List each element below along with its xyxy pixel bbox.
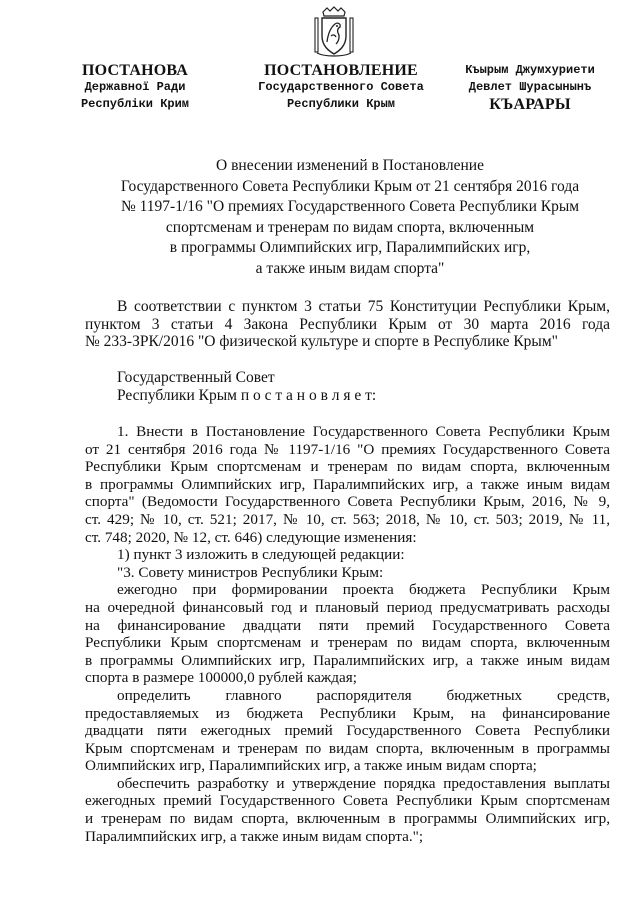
basis-line: В соответствии с пунктом 3 статьи 75 Конституции Республики Крым, [117, 298, 610, 315]
body-line: Крым спортсменам и тренерам по видам спорта, включенным в программы [85, 739, 610, 757]
title-line: а также иным видам спорта" [255, 259, 445, 277]
body-line: на финансирование двадцати пяти премий Государственного Совета [85, 616, 610, 634]
title-line: Государственного Совета Республики Крым от 21 сентября 2016 года [120, 177, 580, 195]
title-line: спортсменам и тренерам по видам спорта, включенным [165, 218, 535, 236]
basis-paragraph [85, 298, 610, 351]
header-center-line: Республики Крым [286, 97, 396, 111]
title-line: О внесении изменений в Постановление [216, 157, 484, 174]
body-line: Олимпийских игр, Паралимпийских игр, а также иным видам спорта; [85, 757, 537, 775]
header-center-title: ПОСТАНОВЛЕНИЕ [264, 62, 418, 79]
body-line: Республики Крым спортсменам и тренерам по видам спорта, включенным [85, 634, 610, 652]
body-line: Республики Крым спортсменам и тренерам по видам спорта, включенным [85, 458, 610, 476]
header-left-line: Державної Ради [84, 80, 186, 94]
resolution-body [85, 423, 610, 845]
header-center-line: Государственного Совета [258, 80, 424, 94]
body-line: "3. Совету министров Республики Крым: [117, 563, 384, 581]
body-line: 1) пункт 3 изложить в следующей редакции: [117, 546, 405, 564]
body-line: двадцати пяти ежегодных премий Государственного Совета Республики [85, 722, 610, 740]
header-left [70, 62, 200, 113]
body-line: ст. 429; № 10, ст. 521; 2017, № 10, ст. 563; 2018, № 10, ст. 503; 2019, № 11, [85, 510, 610, 528]
body-line: от 21 сентября 2016 года № 1197-1/16 "О премиях Государственного Совета [85, 440, 610, 458]
body-line: спорта" (Ведомости Государственного Совета Республики Крым, 2016, № 9, [85, 493, 610, 511]
header-right-title: КЪАРАРЫ [489, 96, 571, 113]
body-line: в программы Олимпийских игр, Паралимпийских игр, а также иным видам [85, 651, 610, 669]
body-line: ежегодных премий Государственного Совета Республики Крым спортсменам [85, 792, 610, 810]
body-line: на очередной финансовый год и плановый период предусматривать расходы [85, 598, 610, 616]
body-line: определить главного распорядителя бюджетных средств, [117, 686, 610, 704]
body-line: Паралимпийских игр, а также иным видам спорта."; [85, 827, 424, 845]
header-right-line: Девлет Шурасынынъ [468, 80, 592, 94]
body-line: ст. 748; 2020, № 12, ст. 646) следующие изменения: [85, 528, 417, 546]
header-left-title: ПОСТАНОВА [82, 62, 188, 79]
council-line: Республики Крым п о с т а н о в л я е т: [117, 386, 377, 404]
crimea-coat-of-arms-icon [311, 6, 357, 58]
body-line: обеспечить разработку и утверждение порядка предоставления выплаты [117, 774, 610, 792]
basis-line: пунктом 3 статьи 4 Закона Республики Крым от 30 марта 2016 года [85, 315, 610, 333]
header-right [450, 62, 610, 113]
body-line: предоставляемых из бюджета Республики Крым, на финансирование [85, 704, 610, 722]
title-line: в программы Олимпийских игр, Паралимпийских игр, [169, 239, 531, 256]
header-left-line: Республіки Крим [80, 97, 190, 111]
header-right-line: Къырым Джумхуриети [465, 63, 595, 77]
body-line: и тренерам по видам спорта, включенным в программы Олимпийских игр, [85, 810, 610, 828]
title-line: № 1197-1/16 "О премиях Государственного Совета Республики Крым [120, 198, 580, 215]
body-line: спорта в размере 100000,0 рублей каждая; [85, 669, 357, 687]
body-line: 1. Внести в Постановление Государственного Совета Республики Крым [117, 423, 610, 440]
header-center [246, 62, 436, 113]
basis-line: № 233-ЗРК/2016 "О физической культуре и спорте в Республике Крым" [85, 333, 558, 350]
council-block [85, 369, 610, 404]
document-title [80, 156, 620, 279]
council-line: Государственный Совет [117, 369, 275, 386]
body-line: ежегодно при формировании проекта бюджета Республики Крым [117, 581, 610, 599]
body-line: в программы Олимпийских игр, Паралимпийских игр, а также иным видам [85, 475, 610, 493]
